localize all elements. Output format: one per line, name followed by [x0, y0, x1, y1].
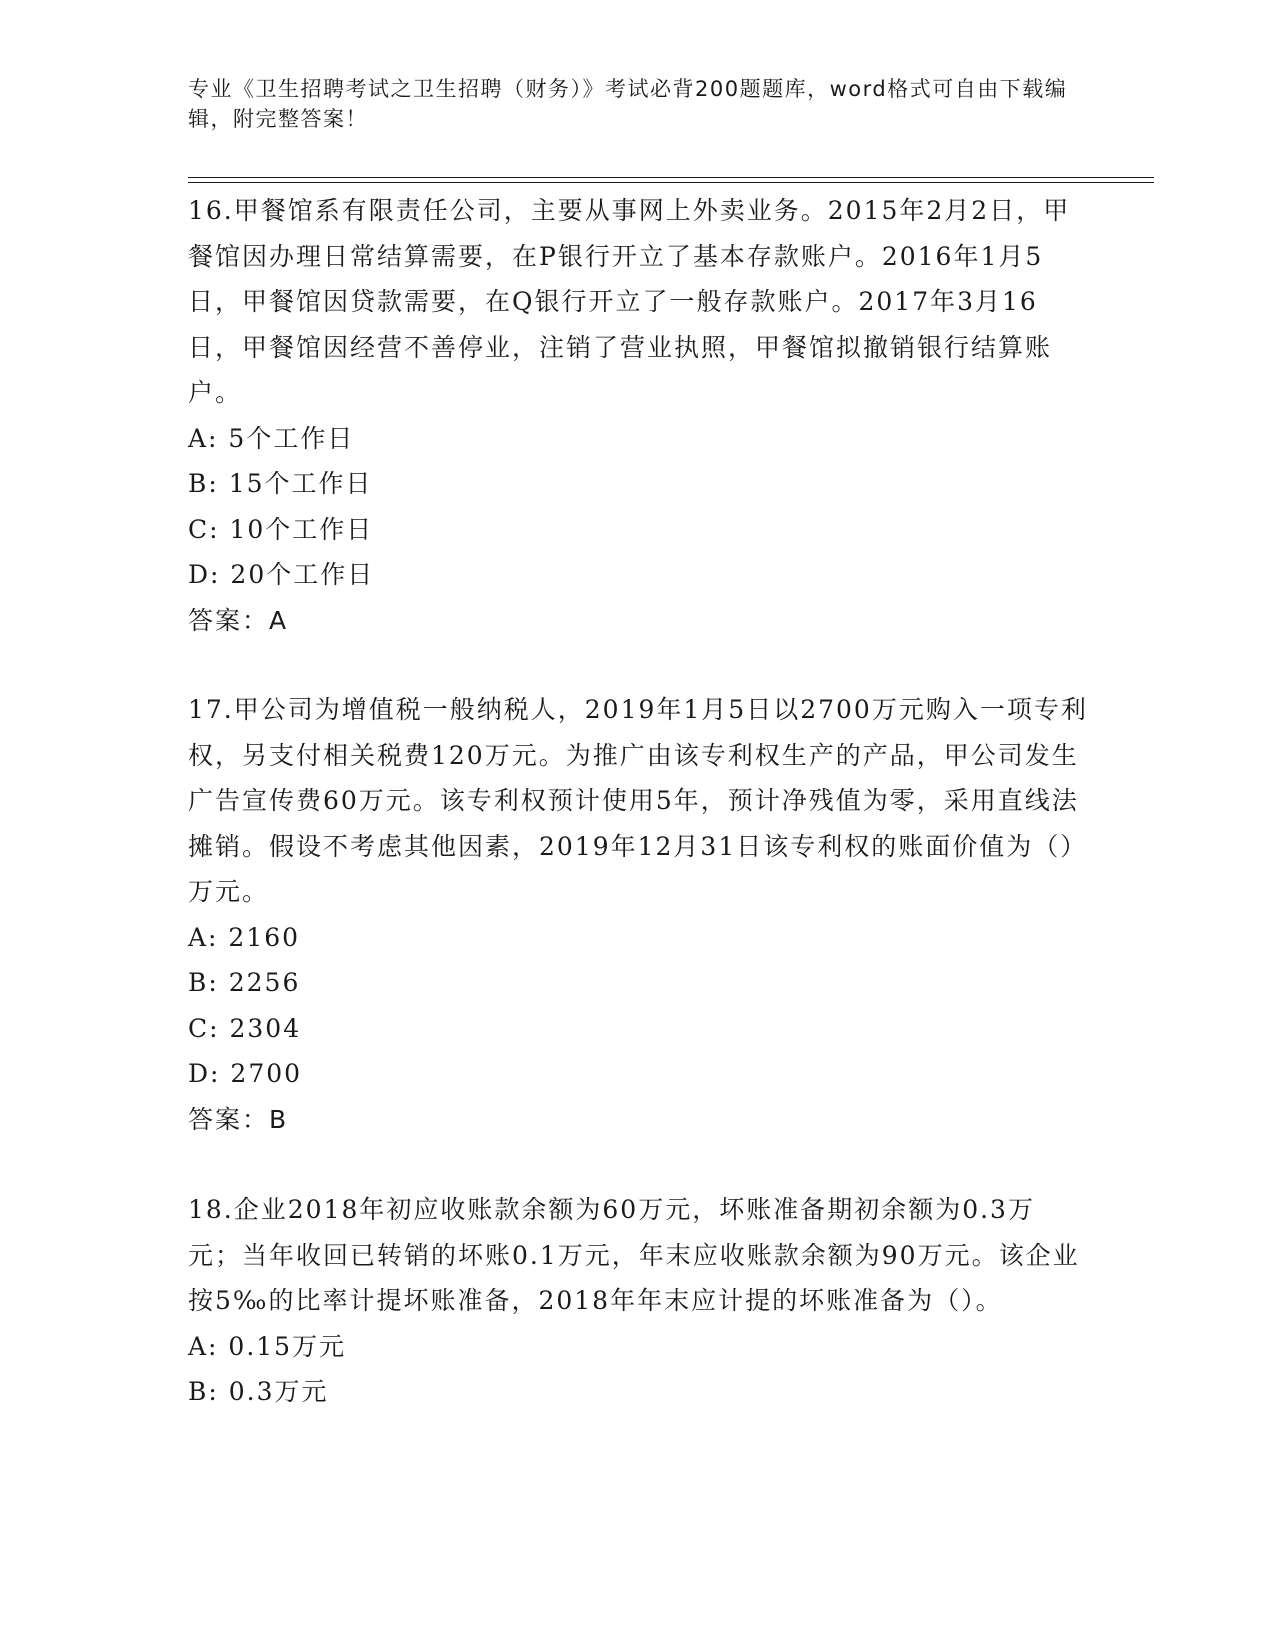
option-b: B: 2256 [188, 968, 301, 997]
header-divider-bottom [188, 182, 1154, 183]
option-a: A: 0.15万元 [188, 1331, 347, 1361]
option-c: C: 10个工作日 [188, 514, 374, 544]
question-stem: 18.企业2018年初应收账款余额为60万元，坏账准备期初余额为0.3万元；当年收回已转销的坏账0.1万元，年末应收账款余额为90万元。该企业按5‰的比率计提坏账准备，2018年年末应计提的坏账准备为（）。 [188, 1195, 1080, 1315]
option-d: D: 20个工作日 [188, 560, 375, 589]
document-intro: 专业《卫生招聘考试之卫生招聘（财务）》考试必背200题题库，word格式可自由下载编辑，附完整答案！ [188, 77, 1068, 131]
question-16 [188, 188, 1088, 644]
question-17 [188, 687, 1088, 1143]
option-c: C: 2304 [188, 1013, 302, 1043]
option-a: A: 5个工作日 [188, 423, 355, 453]
option-b: B: 15个工作日 [188, 469, 373, 498]
option-d: D: 2700 [188, 1059, 303, 1088]
option-b: B: 0.3万元 [188, 1377, 329, 1406]
question-stem: 17.甲公司为增值税一般纳税人，2019年1月5日以2700万元购入一项专利权，另支付相关税费120万元。为推广由该专利权生产的产品，甲公司发生广告宣传费60万元。该专利权预计使用5年，预计净残值为零，采用直线法摊销。假设不考虑其他因素，2019年12月31日该专利权的账面价值为（）万元。 [188, 695, 1088, 906]
answer-label: 答案：B [188, 1104, 289, 1134]
question-stem: 16.甲餐馆系有限责任公司，主要从事网上外卖业务。2015年2月2日，甲餐馆因办理日常结算需要，在P银行开立了基本存款账户。2016年1月5日，甲餐馆因贷款需要，在Q银行开立了一般存款账户。2017年3月16日，甲餐馆因经营不善停业，注销了营业执照，甲餐馆拟撤销银行结算账户。 [188, 196, 1071, 407]
option-a: A: 2160 [188, 922, 301, 952]
answer-label: 答案：A [188, 605, 289, 635]
question-18 [188, 1187, 1088, 1415]
header-divider-top [188, 177, 1154, 178]
